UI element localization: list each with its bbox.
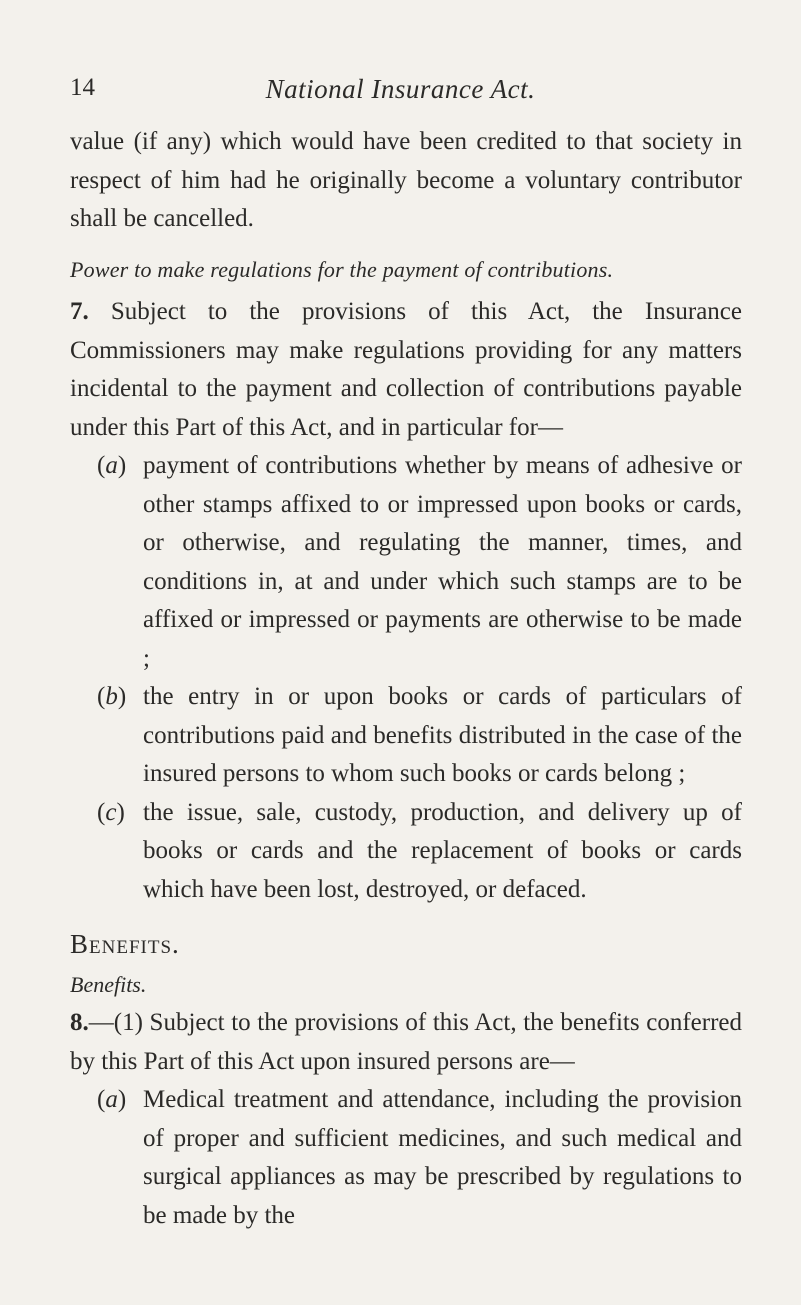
section-7-number: 7. [70,298,89,325]
section-8-item-a [70,1081,742,1235]
section-8-number: 8. [70,1009,89,1036]
page-header [70,74,731,108]
section-7-item-a [70,447,742,678]
item-text: the issue, sale, custody, production, and delivery up of books or cards and the replacement of books or cards which have been lost, destroyed, or defaced. [143,798,742,903]
item-text: payment of contributions whether by means of adhesive or other stamps affixed to or impressed upon books or cards, or otherwise, and regulating the manner, times, and conditions in, at and under which such stamps are to be affixed or impressed or payments are otherwise to be made ; [143,452,742,672]
running-title: National Insurance Act. [265,74,536,104]
sidehead-section-7: Power to make regulations for the payment of contributions. [70,256,614,282]
section-8-text: —(1) Subject to the provisions of this Act, the benefits conferred by this Part of this Act upon insured persons are— [70,1009,742,1075]
item-label: (a) [97,1086,127,1113]
section-7-text: Subject to the provisions of this Act, the Insurance Commissioners may make regulations providing for any matters incidental to the payment and collection of contributions payable under this Part of this Act, and in particular for— [70,298,743,441]
item-label: (b) [97,683,127,710]
carryover-paragraph: value (if any) which would have been credited to that society in respect of him had he originally become a voluntary contributor shall be cancelled. [70,128,742,232]
part-heading-benefits: Benefits. [70,929,180,959]
page-body [70,123,742,1235]
section-7-item-c [70,794,742,910]
section-7-item-b [70,678,742,794]
item-text: the entry in or upon books or cards of particulars of contributions paid and benefits distributed in the case of the insured persons to whom such books or cards belong ; [143,683,742,787]
item-label: (a) [97,452,127,479]
section-8-paragraph [70,1004,742,1081]
page-number: 14 [70,74,95,101]
item-label: (c) [97,798,125,826]
sub-heading-benefits: Benefits. [70,971,147,997]
item-text: Medical treatment and attendance, including the provision of proper and sufficient medicines, and such medical and surgical appliances as may be prescribed by regulations to be made by the [143,1086,742,1229]
section-7-paragraph [70,293,742,447]
